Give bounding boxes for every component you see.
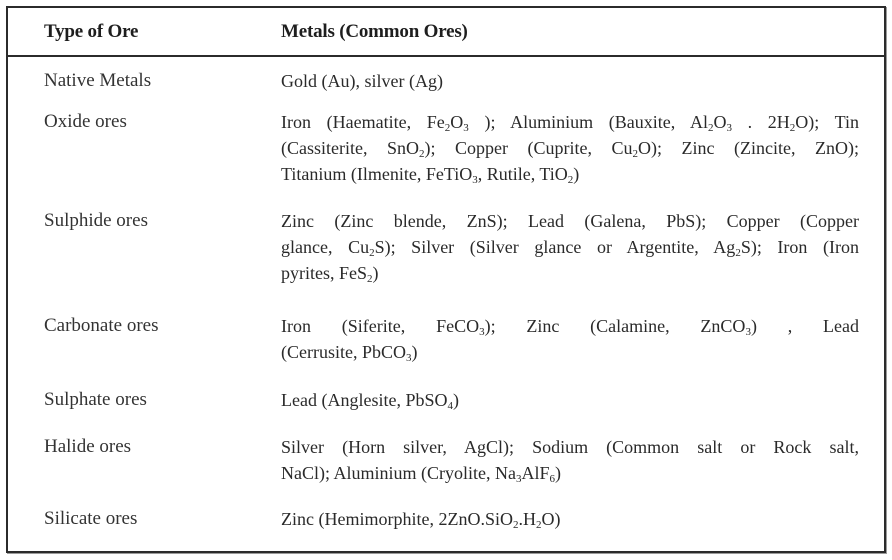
ore-type-cell: Native Metals (44, 70, 152, 91)
metals-line: (Cassiterite, SnO$_2$); Copper (Cuprite, $Cu_2O$); Zinc (Zincite, ZnO); (281, 138, 859, 160)
ore-type-cell: Halide ores (44, 436, 132, 457)
ore-type-cell: Sulphide ores (44, 210, 148, 231)
ore-type-cell: Oxide ores (44, 111, 127, 132)
ore-type-cell: Sulphate ores (44, 389, 147, 410)
metals-cell (281, 208, 859, 286)
metals-cell (281, 506, 859, 532)
metals-line: (Cerrusite, PbCO$_3$) (281, 342, 418, 364)
metals-line: Zinc (Zinc blende, ZnS); Lead (Galena, PbS); Copper (Copper (281, 211, 859, 231)
ore-type-cell: Silicate ores (44, 508, 138, 529)
metals-cell (281, 387, 859, 413)
metals-line: Zinc (Hemimorphite, $2ZnO.SiO_2.H_2O$) (281, 509, 561, 531)
metals-line: glance, $Cu_2S$); Silver (Silver glance or Argentite, $Ag_2S$); Iron (Iron (281, 237, 859, 259)
header-metals: Metals (Common Ores) (281, 21, 468, 42)
metals-cell (281, 434, 859, 486)
metals-line: Iron (Haematite, $Fe_2O_3$ ); Aluminium (Bauxite, $Al_2O_3$ . $2H_2O$); Tin (281, 112, 859, 134)
metals-cell (281, 313, 859, 365)
metals-cell (281, 109, 859, 187)
metals-cell (281, 68, 859, 94)
metals-line: Lead (Anglesite, PbSO$_4$) (281, 390, 459, 412)
header-type-of-ore: Type of Ore (44, 21, 139, 42)
metals-line: Titanium (Ilmenite, FeTiO$_3$, Rutile, TiO$_2$) (281, 164, 580, 186)
ore-type-cell: Carbonate ores (44, 315, 159, 336)
metals-line: Gold (Au), silver (Ag) (281, 71, 443, 91)
metals-line: Silver (Horn silver, AgCl); Sodium (Common salt or Rock salt, (281, 437, 859, 457)
metals-line: Iron (Siferite, FeCO$_3$); Zinc (Calamine, ZnCO$_3$) , Lead (281, 316, 860, 338)
ores-table (6, 6, 886, 553)
metals-line: pyrites, FeS$_2$) (281, 263, 379, 285)
table-header-row (8, 8, 884, 57)
metals-line: NaCl); Aluminium (Cryolite, $Na_3AlF_6$) (281, 463, 561, 485)
